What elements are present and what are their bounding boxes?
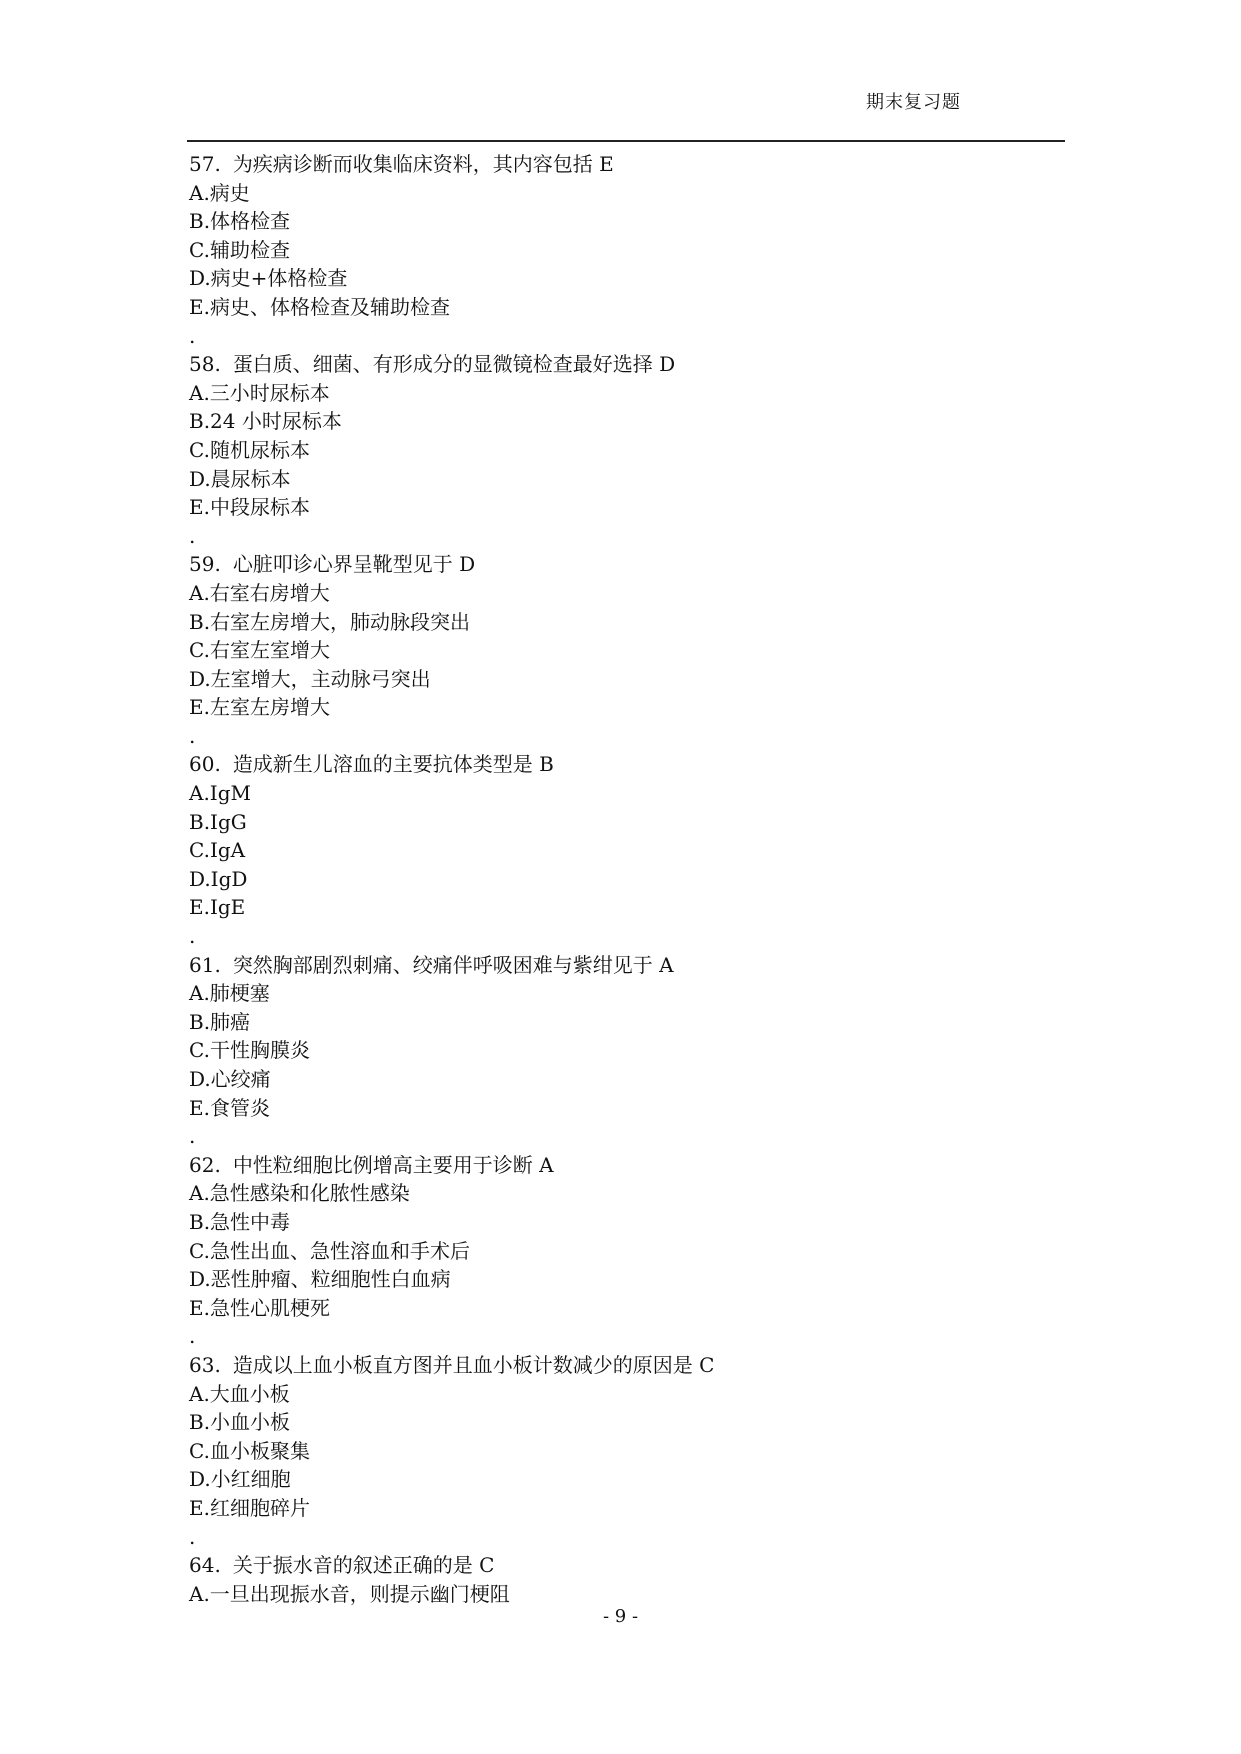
answer-option: B.急性中毒 — [189, 1209, 291, 1234]
question-stem — [189, 951, 1069, 980]
answer-option: C.随机尿标本 — [189, 437, 310, 462]
answer-option: A.肺梗塞 — [189, 981, 270, 1006]
answer-option: E.病史、体格检查及辅助检查 — [189, 294, 450, 319]
answer-option: A.大血小板 — [189, 1381, 290, 1406]
answer-option: D.心绞痛 — [189, 1067, 271, 1091]
running-header-title: 期末复习题 — [866, 92, 961, 113]
answer-option: B.肺癌 — [189, 1009, 251, 1034]
question-separator: . — [189, 1124, 196, 1149]
answer-option: E.急性心肌梗死 — [189, 1295, 330, 1320]
question-stem — [189, 1151, 1069, 1180]
question-separator: . — [189, 523, 196, 548]
question-number: 58. — [189, 352, 221, 377]
answer-option: A.一旦出现振水音，则提示幽门梗阻 — [189, 1581, 510, 1606]
question-text: 蛋白质、细菌、有形成分的显微镜检查最好选择 D — [232, 352, 676, 377]
answer-option: C.血小板聚集 — [189, 1438, 310, 1463]
question-separator: . — [189, 1324, 196, 1349]
answer-option: D.病史+体格检查 — [189, 266, 348, 291]
answer-option: B.24 小时尿标本 — [189, 409, 342, 434]
answer-option: A.右室右房增大 — [189, 580, 330, 605]
question-text: 为疾病诊断而收集临床资料，其内容包括 E — [232, 152, 614, 176]
question-separator: . — [189, 723, 196, 748]
page-number: - 9 - — [602, 1606, 639, 1627]
question-list — [189, 150, 1069, 1608]
answer-option: C.辅助检查 — [189, 237, 290, 262]
answer-option: C.IgA — [189, 838, 246, 863]
question-number: 61. — [189, 952, 221, 977]
answer-option: C.干性胸膜炎 — [189, 1038, 310, 1063]
answer-option: B.体格检查 — [189, 209, 291, 234]
answer-option: D.晨尿标本 — [189, 466, 291, 491]
question-number: 64. — [189, 1553, 221, 1578]
question-separator: . — [189, 1524, 196, 1549]
answer-option: E.中段尿标本 — [189, 495, 310, 520]
answer-option: A.病史 — [189, 180, 250, 205]
question-number: 63. — [189, 1352, 221, 1377]
answer-option: D.小红细胞 — [189, 1467, 291, 1492]
answer-option: E.IgE — [189, 895, 246, 920]
question-text: 中性粒细胞比例增高主要用于诊断 A — [232, 1152, 554, 1177]
answer-option: A.IgM — [189, 781, 251, 806]
question-text: 造成以上血小板直方图并且血小板计数减少的原因是 C — [232, 1352, 715, 1377]
header-divider — [187, 140, 1065, 142]
answer-option: B.小血小板 — [189, 1410, 291, 1435]
question-stem — [189, 750, 1069, 779]
question-number: 62. — [189, 1152, 221, 1177]
question-stem — [189, 150, 1069, 179]
question-text: 关于振水音的叙述正确的是 C — [232, 1553, 495, 1578]
answer-option: B.右室左房增大，肺动脉段突出 — [189, 609, 471, 634]
answer-option: D.IgD — [189, 866, 248, 891]
question-text: 心脏叩诊心界呈靴型见于 D — [232, 552, 476, 577]
answer-option: E.左室左房增大 — [189, 695, 330, 720]
question-stem — [189, 550, 1069, 579]
answer-option: C.急性出血、急性溶血和手术后 — [189, 1238, 470, 1263]
question-text: 造成新生儿溶血的主要抗体类型是 B — [232, 752, 554, 777]
answer-option: D.左室增大，主动脉弓突出 — [189, 666, 431, 691]
answer-option: C.右室左室增大 — [189, 638, 330, 663]
question-stem — [189, 1351, 1069, 1380]
question-stem — [189, 1551, 1069, 1580]
question-separator: . — [189, 924, 196, 949]
question-number: 60. — [189, 752, 221, 777]
question-text: 突然胸部剧烈刺痛、绞痛伴呼吸困难与紫绀见于 A — [232, 952, 674, 977]
answer-option: D.恶性肿瘤、粒细胞性白血病 — [189, 1267, 451, 1292]
answer-option: E.红细胞碎片 — [189, 1495, 310, 1520]
question-number: 59. — [189, 552, 221, 577]
question-separator: . — [189, 323, 196, 348]
answer-option: E.食管炎 — [189, 1095, 270, 1120]
question-stem — [189, 350, 1069, 379]
answer-option: A.急性感染和化脓性感染 — [189, 1181, 410, 1206]
answer-option: B.IgG — [189, 809, 247, 834]
answer-option: A.三小时尿标本 — [189, 380, 330, 405]
question-number: 57. — [189, 152, 221, 176]
